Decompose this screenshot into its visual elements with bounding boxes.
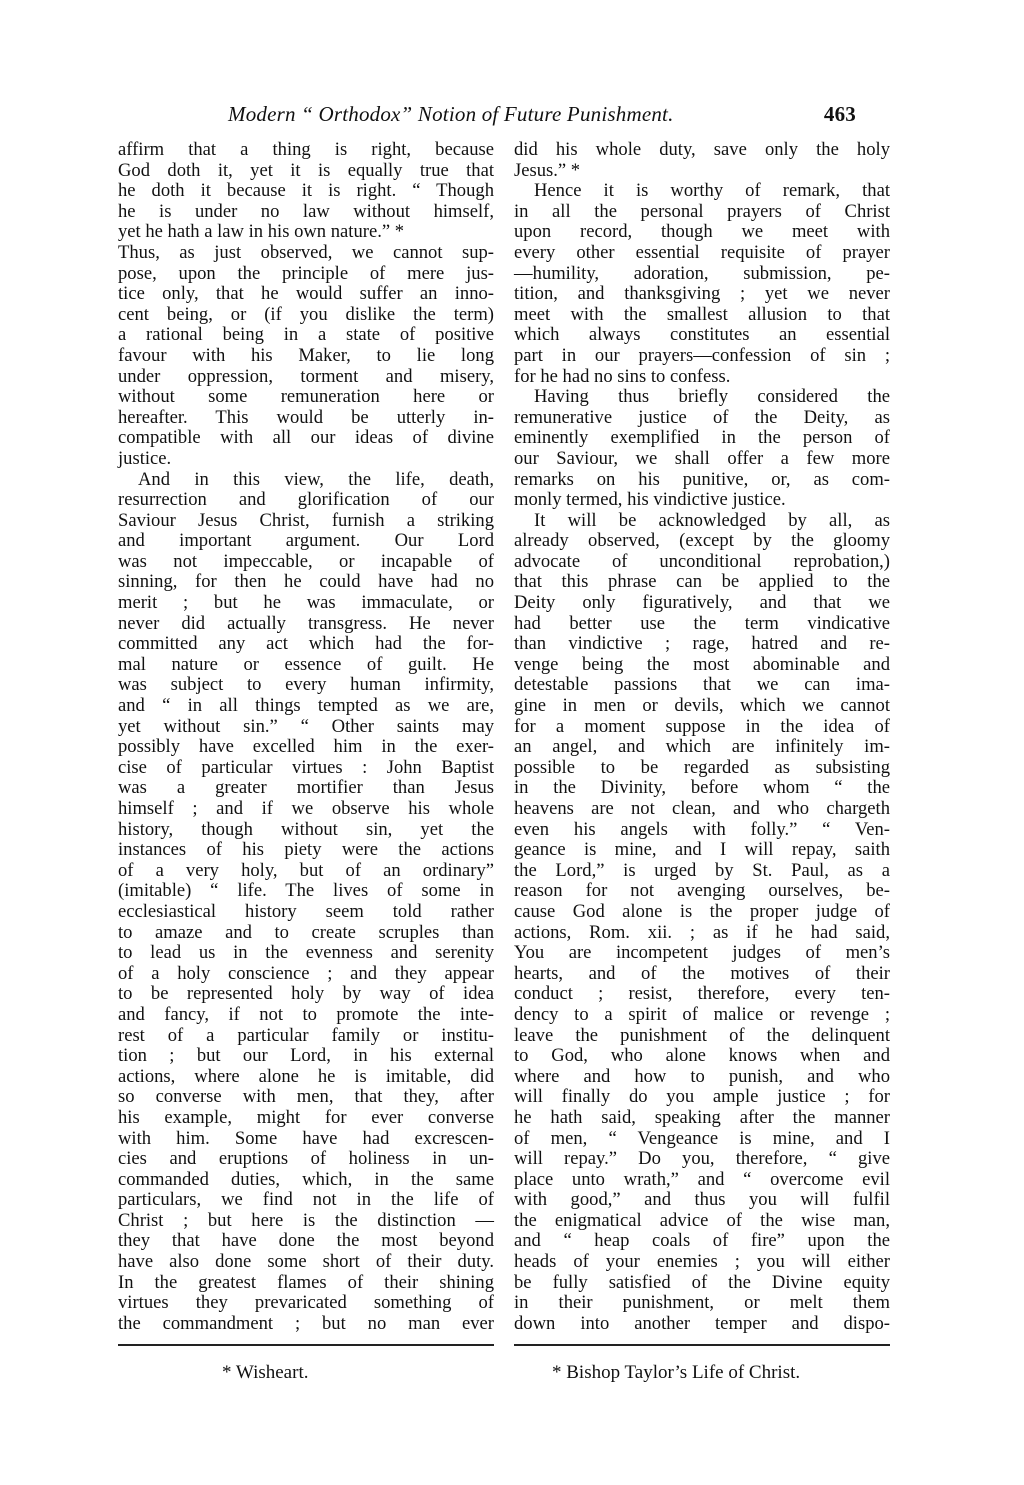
text-line: commanded duties, which, in the same [118, 1168, 494, 1190]
text-line: justice. [118, 447, 172, 469]
text-line: a rational being in a state of positive [118, 324, 494, 346]
text-line: ecclesiastical history seem told rather [118, 900, 494, 922]
text-line: and important argument. Our Lord [118, 530, 494, 552]
text-line: favour with his Maker, to lie long [118, 344, 494, 366]
text-line: sinning, for then he could have had no [118, 571, 494, 593]
text-line: affirm that a thing is right, because [118, 139, 494, 160]
text-line: cise of particular virtues : John Baptist [118, 756, 494, 778]
text-line: he doth it because it is right. “ Though [118, 180, 494, 202]
text-line: was not impeccable, or incapable of [118, 550, 494, 572]
text-line: possibly have excelled him in the exer- [118, 736, 494, 758]
text-line: without some remuneration here or [118, 386, 494, 408]
text-line: committed any act which had the for- [118, 633, 494, 655]
text-line: every other essential requisite of prayer [514, 241, 890, 263]
text-line: It will be acknowledged by all, as [534, 509, 890, 531]
text-line: possible to be regarded as subsisting [514, 756, 890, 778]
text-line: You are incompetent judges of men’s [514, 942, 890, 964]
text-line: be fully satisfied of the Divine equity [514, 1271, 890, 1293]
text-line: compatible with all our ideas of divine [118, 427, 494, 449]
text-line: reason for not avenging ourselves, be- [514, 880, 890, 902]
text-line: Jesus.” * [514, 159, 581, 181]
text-line: that this phrase can be applied to the [514, 571, 890, 593]
text-line: for he had no sins to confess. [514, 365, 731, 387]
text-line: will finally do you ample justice ; for [514, 1086, 890, 1108]
text-line: heads of your enemies ; you will either [514, 1251, 890, 1273]
text-line: even his angels with folly.” “ Ven- [514, 818, 890, 840]
text-line: with him. Some have had excrescen- [118, 1127, 494, 1149]
text-line: he hath said, speaking after the manner [514, 1106, 890, 1128]
text-line: conduct ; resist, therefore, every ten- [514, 983, 890, 1005]
text-line: gine in men or devils, which we cannot [514, 695, 890, 717]
text-line: yet he hath a law in his own nature.” * [118, 221, 405, 243]
text-line: of a very holy, but of an ordinary” [118, 859, 494, 881]
text-line: of men, “ Vengeance is mine, and I [514, 1127, 890, 1149]
text-line: Thus, as just observed, we cannot sup- [118, 241, 494, 263]
text-line: —humility, adoration, submission, pe- [514, 262, 890, 284]
text-line: in all the personal prayers of Christ [514, 200, 890, 222]
text-line: was a greater mortifier than Jesus [118, 777, 494, 799]
text-line: cause God alone is the proper judge of [514, 900, 890, 922]
text-line: and “ in all things tempted as we are, [118, 695, 494, 717]
text-line: venge being the most abominable and [514, 653, 890, 675]
right-column [514, 140, 890, 1334]
footnote-rule-right [514, 1344, 890, 1346]
text-line: place unto wrath,” and “ overcome evil [514, 1168, 890, 1190]
running-title: Modern “ Orthodox” Notion of Future Punishment. [228, 102, 674, 126]
text-line: himself ; and if we observe his whole [118, 798, 494, 819]
text-line: in their punishment, or melt them [514, 1292, 890, 1314]
text-line: upon record, though we meet with [514, 221, 890, 243]
text-line: detestable passions that we can ima- [514, 674, 890, 696]
text-line: eminently exemplified in the person of [514, 427, 890, 449]
running-head [118, 100, 856, 132]
text-line: In the greatest flames of their shining [118, 1271, 494, 1293]
text-line: and “ heap coals of fire” upon the [514, 1230, 890, 1252]
text-line: under oppression, torment and misery, [118, 365, 494, 387]
text-line: never did actually transgress. He never [118, 612, 494, 634]
footnote-left: * Wisheart. [222, 1362, 309, 1383]
text-line: virtues they prevaricated something of [118, 1292, 494, 1314]
text-line: remunerative justice of the Deity, as [514, 406, 890, 428]
text-line: part in our prayers—confession of sin ; [514, 344, 890, 366]
text-line: to God, who alone knows when and [514, 1045, 890, 1067]
text-line: meet with the smallest allusion to that [514, 303, 890, 325]
text-line: in the Divinity, before whom “ the [514, 777, 890, 799]
text-line: for a moment suppose in the idea of [514, 715, 890, 737]
text-line: Hence it is worthy of remark, that [534, 180, 890, 202]
text-line: than vindictive ; rage, hatred and re- [514, 633, 890, 655]
text-line: they that have done the most beyond [118, 1230, 494, 1252]
text-line: cent being, or (if you dislike the term) [118, 303, 494, 325]
text-line: God doth it, yet it is equally true that [118, 159, 494, 181]
text-line: to lead us in the evenness and serenity [118, 942, 494, 964]
text-line: remarks on his punitive, or, as com- [514, 468, 890, 490]
text-line: an angel, and which are infinitely im- [514, 736, 890, 758]
text-line: resurrection and glorification of our [118, 489, 494, 511]
text-line: advocate of unconditional reprobation,) [514, 550, 890, 572]
text-line: leave the punishment of the delinquent [514, 1024, 890, 1046]
text-line: he is under no law without himself, [118, 200, 494, 222]
text-line: to amaze and to create scruples than [118, 921, 494, 943]
text-line: dency to a spirit of malice or revenge ; [514, 1003, 890, 1025]
text-line: did his whole duty, save only the holy [514, 139, 890, 160]
left-column [118, 140, 494, 1334]
text-line: actions, where alone he is imitable, did [118, 1065, 494, 1087]
text-line: And in this view, the life, death, [138, 468, 494, 490]
text-line: our Saviour, we shall offer a few more [514, 447, 890, 469]
text-line: down into another temper and dispo- [514, 1312, 890, 1334]
text-line: monly termed, his vindictive justice. [514, 489, 786, 511]
text-line: his example, might for ever converse [118, 1106, 494, 1128]
text-line: history, though without sin, yet the [118, 818, 494, 840]
text-line: cies and eruptions of holiness in un- [118, 1148, 494, 1170]
text-line: pose, upon the principle of mere jus- [118, 262, 494, 284]
text-line: actions, Rom. xii. ; as if he had said, [514, 921, 890, 943]
text-line: Saviour Jesus Christ, furnish a striking [118, 509, 494, 531]
text-line: of a holy conscience ; and they appear [118, 962, 494, 984]
text-line: merit ; but he was immaculate, or [118, 592, 494, 614]
text-line: and fancy, if not to promote the inte- [118, 1003, 494, 1025]
text-line: so converse with men, that they, after [118, 1086, 494, 1108]
text-line: Christ ; but here is the distinction — [118, 1209, 494, 1231]
text-line: particulars, we find not in the life of [118, 1189, 494, 1211]
text-line: tion ; but our Lord, in his external [118, 1045, 494, 1067]
text-line: Having thus briefly considered the [534, 386, 890, 408]
text-line: (imitable) “ life. The lives of some in [118, 880, 494, 902]
text-line: with good,” and thus you will fulfil [514, 1189, 890, 1211]
text-line: the enigmatical advice of the wise man, [514, 1209, 890, 1231]
text-line: instances of his piety were the actions [118, 839, 494, 861]
text-line: was subject to every human infirmity, [118, 674, 494, 696]
text-line: heavens are not clean, and who chargeth [514, 798, 890, 819]
text-line: had better use the term vindicative [514, 612, 890, 634]
text-line: where and how to punish, and who [514, 1065, 890, 1087]
text-line: mal nature or essence of guilt. He [118, 653, 494, 675]
text-line: rest of a particular family or institu- [118, 1024, 494, 1046]
text-line: the commandment ; but no man ever [118, 1312, 494, 1334]
text-line: already observed, (except by the gloomy [514, 530, 890, 552]
footnote-right: * Bishop Taylor’s Life of Christ. [552, 1362, 801, 1383]
text-line: geance is mine, and I will repay, saith [514, 839, 890, 861]
text-line: tice only, that he would suffer an inno- [118, 283, 494, 305]
text-line: hearts, and of the motives of their [514, 962, 890, 984]
text-line: Deity only figuratively, and that we [514, 592, 890, 614]
text-line: to be represented holy by way of idea [118, 983, 494, 1005]
text-line: will repay.” Do you, therefore, “ give [514, 1148, 890, 1170]
page-number: 463 [823, 102, 856, 126]
text-line: yet without sin.” “ Other saints may [118, 715, 494, 737]
footnote-rule-left [118, 1344, 494, 1346]
text-line: tition, and thanksgiving ; yet we never [514, 283, 890, 305]
text-line: the Lord,” is urged by St. Paul, as a [514, 859, 890, 881]
text-line: hereafter. This would be utterly in- [118, 406, 494, 428]
text-line: which always constitutes an essential [514, 324, 890, 346]
text-line: have also done some short of their duty. [118, 1251, 494, 1273]
